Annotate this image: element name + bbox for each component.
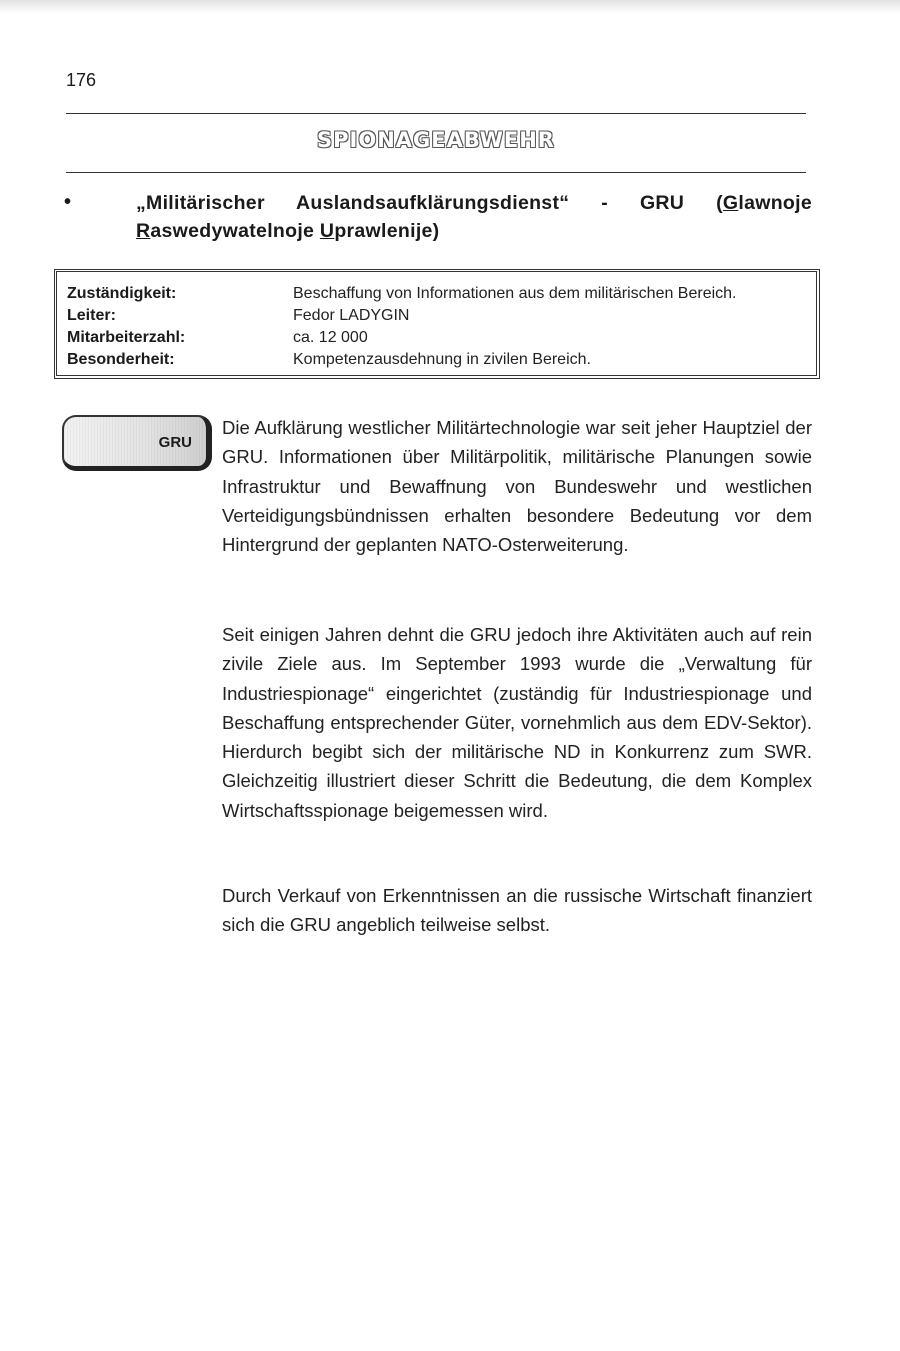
info-label: Zuständigkeit: (67, 285, 177, 302)
heading-text-uprawlenije: prawlenije) (334, 220, 440, 242)
paragraph: Die Aufklärung westlicher Militärtechnologie war seit jeher Hauptziel der GRU. Informationen über Militärpolitik, militärische Planungen sowie Infrastruktur und Bewaffnung von Bundeswehr und westlichen Verteidigungsbündnissen erhalten besondere Bedeutung vor dem Hintergrund der geplanten NATO-Osterweiterung. (222, 417, 812, 556)
info-value: ca. 12 000 (293, 329, 368, 346)
section-title: SPIONAGEABWEHR (317, 128, 555, 152)
paragraph: Durch Verkauf von Erkenntnissen an die russische Wirtschaft finanziert sich die GRU angeblich teilweise selbst. (222, 885, 812, 936)
bullet-icon: • (64, 191, 72, 213)
gru-badge-label: GRU (158, 434, 192, 451)
heading-text-raswedywatelnoje: aswedywatelnoje (150, 220, 320, 242)
info-value: Kompetenzausdehnung in zivilen Bereich. (293, 351, 591, 368)
info-value: Fedor LADYGIN (293, 307, 410, 324)
paragraph: Seit einigen Jahren dehnt die GRU jedoch ihre Aktivitäten auch auf rein zivile Ziele aus. Im September 1993 wurde die „Verwaltung für Industriespionage“ eingerichtet (zuständig für Industriespionage und Beschaffung entsprechender Güter, vornehmlich aus dem EDV-Sektor). Hierdurch begibt sich der militärische ND in Konkurrenz zum SWR. Gleichzeitig illustriert dieser Schritt die Bedeutung, die dem Komplex Wirtschaftsspionage beigemessen wird. (222, 624, 812, 821)
info-label: Mitarbeiterzahl: (67, 329, 186, 346)
heading-initial-r: R (136, 220, 151, 242)
info-label: Leiter: (67, 307, 116, 324)
header-rule-top (66, 113, 806, 114)
gru-badge (62, 415, 212, 471)
page-number: 176 (66, 70, 97, 90)
heading-text: „Militärischer Auslandsaufklärungsdienst“ - GRU ( (136, 192, 723, 214)
info-box (54, 269, 820, 379)
info-label: Besonderheit: (67, 351, 175, 368)
info-value: Beschaffung von Informationen aus dem militärischen Bereich. (293, 285, 737, 302)
header-rule-bottom (66, 172, 806, 173)
section-heading (136, 189, 812, 245)
heading-text-glawnoje: lawnoje (738, 192, 812, 214)
scan-edge (0, 0, 900, 14)
heading-initial-g: G (722, 192, 739, 214)
heading-initial-u: U (319, 220, 335, 242)
